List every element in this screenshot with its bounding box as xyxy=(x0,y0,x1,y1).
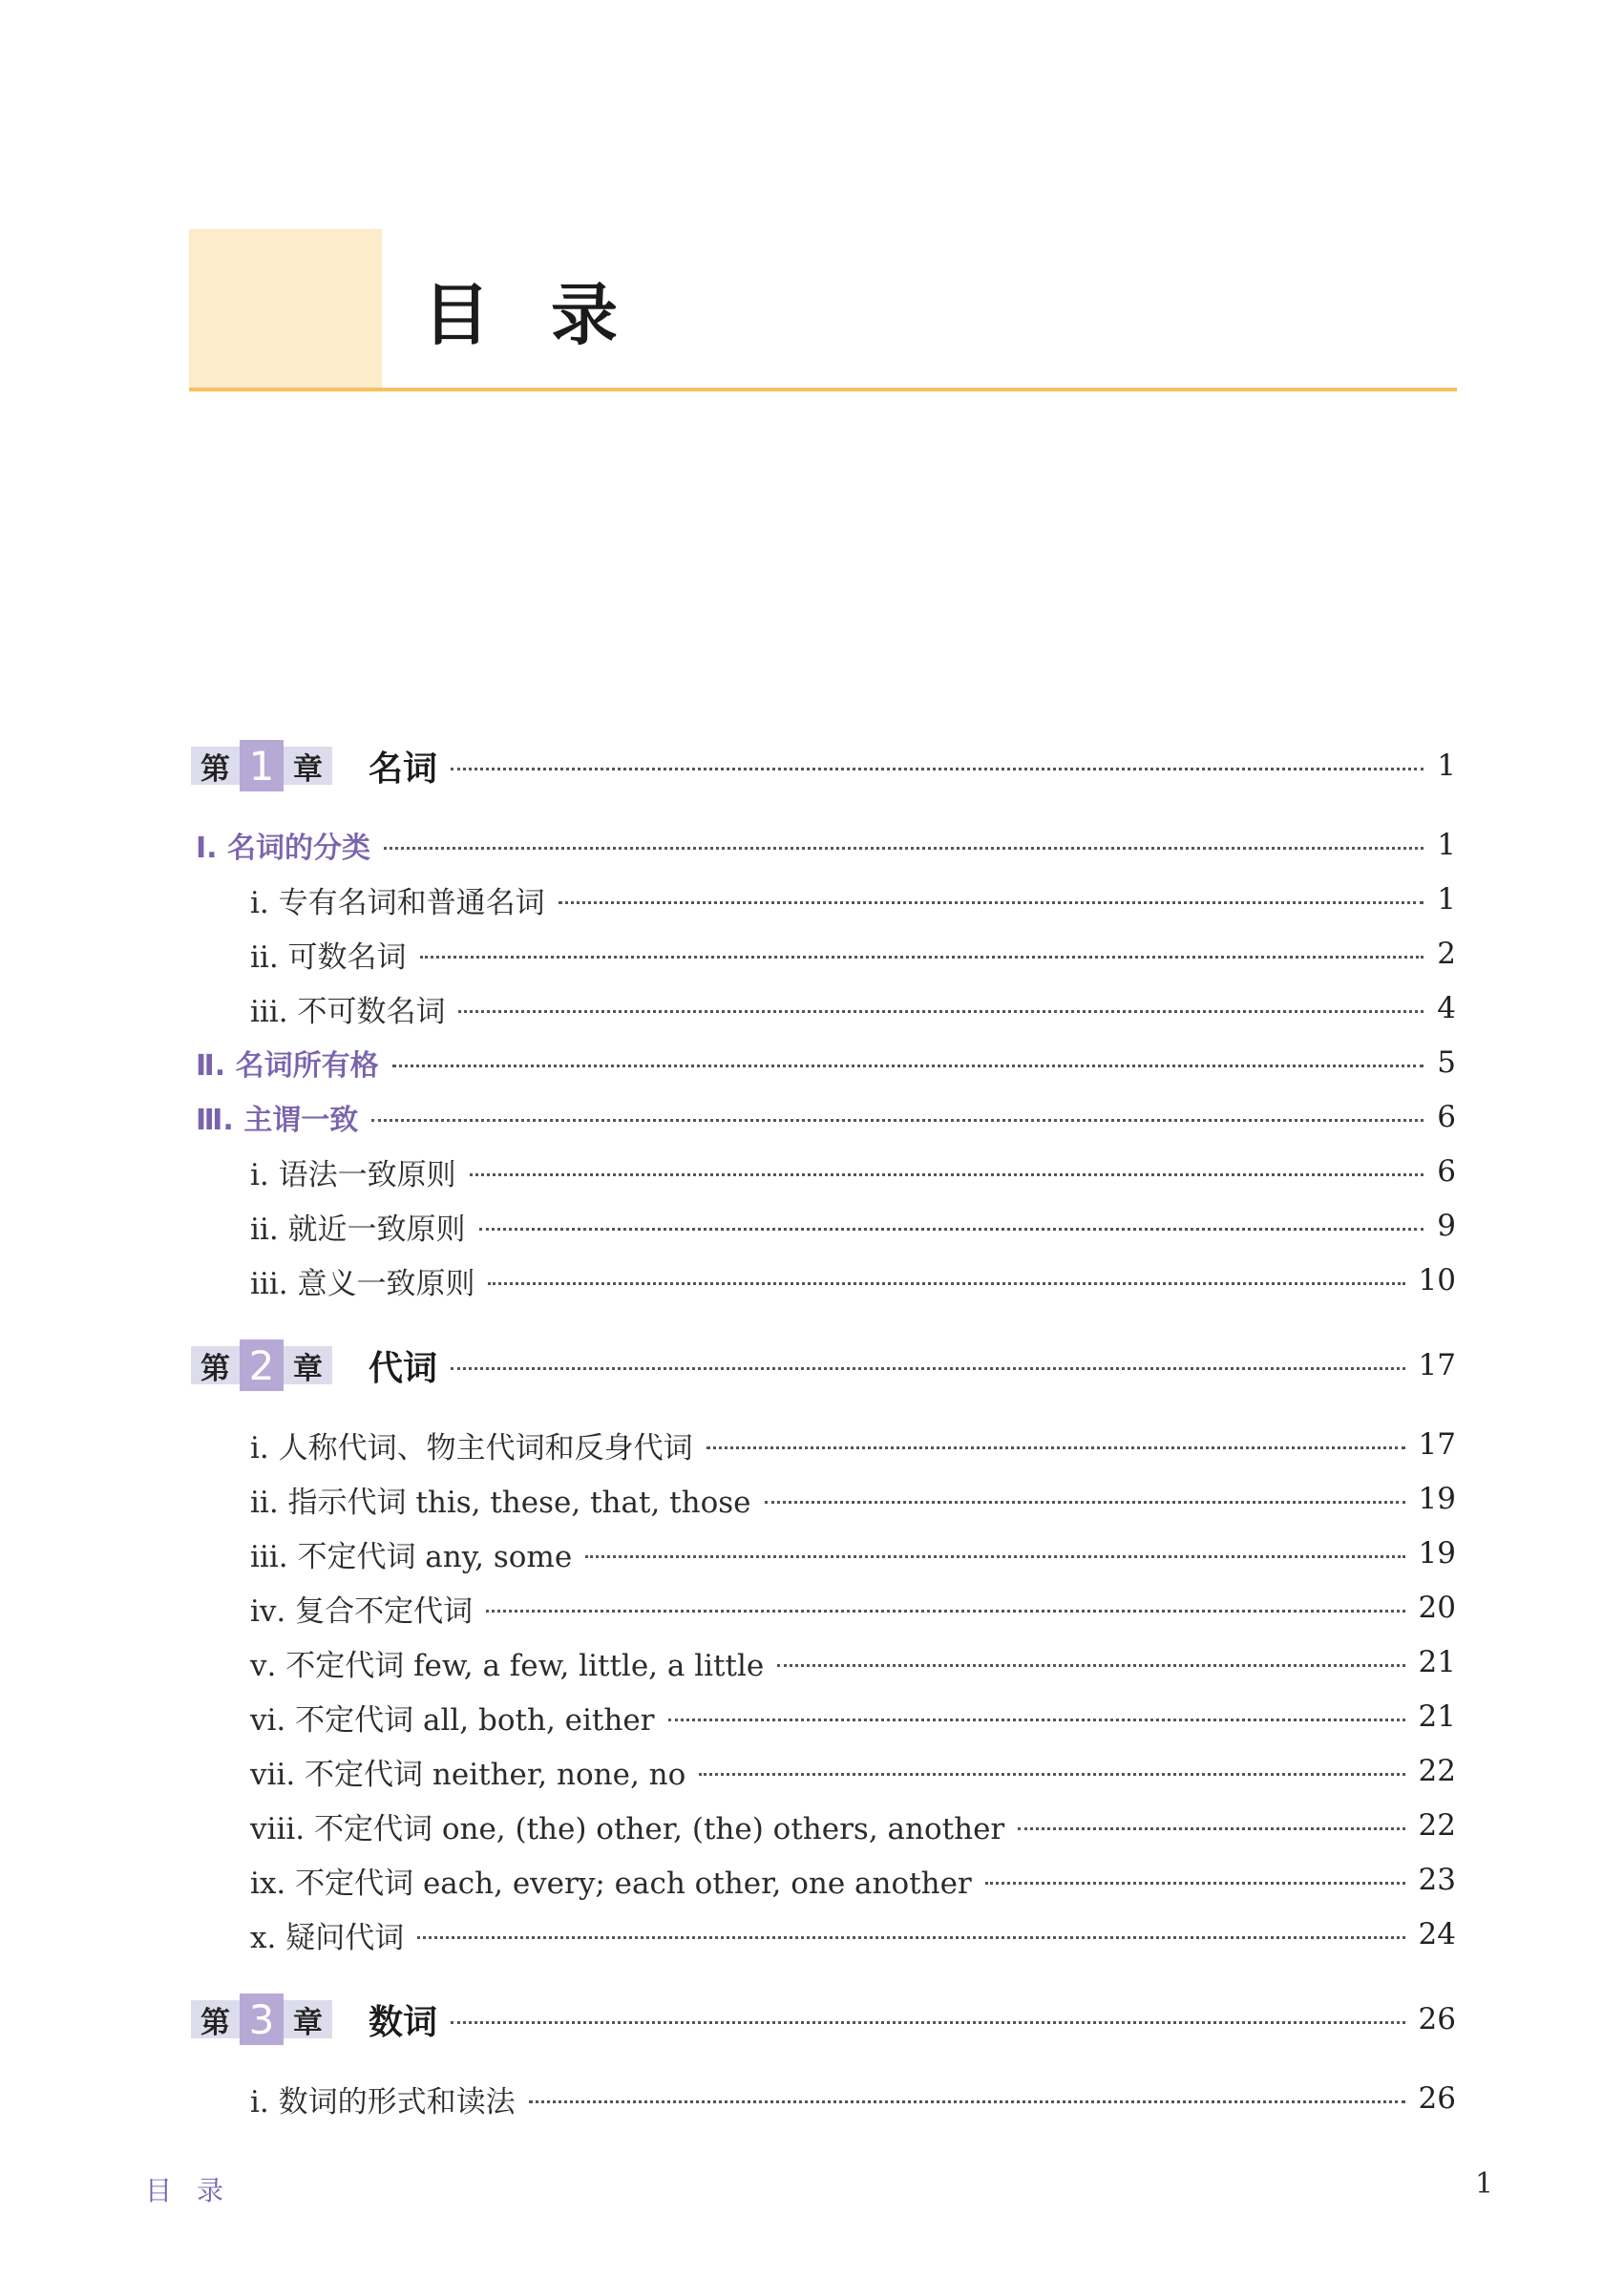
dot-leader xyxy=(470,1173,1424,1176)
page-number: 21 xyxy=(1418,1699,1456,1734)
toc-subsection[interactable] xyxy=(250,1205,1456,1247)
page-number: 5 xyxy=(1437,1045,1456,1080)
dot-leader xyxy=(559,901,1424,904)
dot-leader xyxy=(1018,1827,1404,1830)
chapter-prefix: 第 xyxy=(200,1351,230,1386)
toc-subsection[interactable] xyxy=(250,1478,1456,1520)
toc-subsection[interactable] xyxy=(250,1750,1456,1792)
toc-subsection[interactable] xyxy=(250,1587,1456,1629)
toc-subsection[interactable] xyxy=(250,1913,1456,1955)
toc-subsection[interactable] xyxy=(250,987,1456,1029)
chapter-suffix: 章 xyxy=(293,2005,323,2040)
page-number: 19 xyxy=(1418,1482,1456,1516)
dot-leader xyxy=(488,1282,1404,1285)
subsection-label: ⅶ. 不定代词 neither, none, no xyxy=(250,1757,686,1792)
chapter-badge xyxy=(191,1341,332,1389)
toc-subsection[interactable] xyxy=(250,1859,1456,1901)
page-number: 1 xyxy=(1437,828,1456,862)
dot-leader xyxy=(765,1501,1405,1504)
chapter-suffix: 章 xyxy=(293,1351,323,1386)
chapter-number: 1 xyxy=(240,740,284,791)
subsection-label: ⅰ. 专有名词和普通名词 xyxy=(250,885,545,920)
dot-leader xyxy=(458,1010,1424,1013)
dot-leader xyxy=(371,1119,1424,1122)
subsection-label: ⅰ. 语法一致原则 xyxy=(250,1157,456,1192)
title-underline xyxy=(189,388,1457,391)
subsection-label: ⅲ. 意义一致原则 xyxy=(250,1266,475,1301)
subsection-label: ⅳ. 复合不定代词 xyxy=(250,1593,474,1629)
toc-section[interactable] xyxy=(196,1096,1456,1138)
dot-leader xyxy=(486,1610,1404,1613)
dot-leader xyxy=(417,1936,1404,1939)
subsection-label: ⅱ. 指示代词 this, these, that, those xyxy=(250,1485,751,1520)
page-number: 24 xyxy=(1418,1917,1456,1951)
dot-leader xyxy=(668,1719,1405,1721)
page-number: 6 xyxy=(1437,1100,1456,1134)
subsection-label: ⅲ. 不可数名词 xyxy=(250,994,446,1029)
page-number: 22 xyxy=(1418,1808,1456,1843)
chapter-badge xyxy=(191,742,332,790)
chapter-suffix: 章 xyxy=(293,751,323,787)
dot-leader xyxy=(392,1065,1424,1067)
dot-leader xyxy=(529,2100,1405,2103)
chapter-title: 名词 xyxy=(369,749,438,789)
page-number: 21 xyxy=(1418,1645,1456,1679)
section-label: Ⅲ. 主谓一致 xyxy=(196,1104,359,1137)
toc-subsection[interactable] xyxy=(250,1424,1456,1466)
subsection-label: ⅹ. 疑问代词 xyxy=(250,1920,405,1955)
toc-chapter-3[interactable] xyxy=(191,1991,1456,2048)
chapter-prefix: 第 xyxy=(200,751,230,787)
chapter-number: 3 xyxy=(240,1993,284,2045)
page-number: 17 xyxy=(1418,1348,1456,1382)
page-number: 6 xyxy=(1437,1154,1456,1189)
toc-subsection[interactable] xyxy=(250,1150,1456,1192)
page-number: 1 xyxy=(1437,882,1456,917)
chapter-prefix: 第 xyxy=(200,2005,230,2040)
dot-leader xyxy=(707,1446,1405,1449)
page-number: 23 xyxy=(1418,1863,1456,1897)
subsection-label: ⅰ. 人称代词、物主代词和反身代词 xyxy=(250,1430,693,1466)
toc-subsection[interactable] xyxy=(250,1804,1456,1846)
toc-subsection[interactable] xyxy=(250,1532,1456,1574)
chapter-badge xyxy=(191,1995,332,2043)
subsection-label: ⅷ. 不定代词 one, (the) other, (the) others, another xyxy=(250,1811,1005,1846)
dot-leader xyxy=(451,1367,1405,1370)
page-title: 目录 xyxy=(423,276,679,354)
subsection-label: ⅸ. 不定代词 each, every; each other, one another xyxy=(250,1866,972,1901)
subsection-label: ⅴ. 不定代词 few, a few, little, a little xyxy=(250,1648,765,1683)
page-number: 26 xyxy=(1418,2081,1456,2116)
footer-section-label: 目录 xyxy=(145,2175,249,2206)
toc-chapter-2[interactable] xyxy=(191,1337,1456,1394)
title-accent-box xyxy=(189,229,382,388)
toc-subsection[interactable] xyxy=(250,2078,1456,2120)
dot-leader xyxy=(985,1882,1405,1885)
chapter-title: 代词 xyxy=(369,1348,438,1388)
subsection-label: ⅲ. 不定代词 any, some xyxy=(250,1539,573,1574)
dot-leader xyxy=(451,2021,1405,2024)
toc-section[interactable] xyxy=(196,824,1456,866)
toc-subsection[interactable] xyxy=(250,933,1456,975)
dot-leader xyxy=(777,1664,1404,1667)
toc-subsection[interactable] xyxy=(250,1641,1456,1683)
subsection-label: ⅰ. 数词的形式和读法 xyxy=(250,2084,516,2120)
page-number: 9 xyxy=(1437,1209,1456,1243)
title-block xyxy=(189,229,1457,391)
subsection-label: ⅱ. 就近一致原则 xyxy=(250,1212,466,1247)
page-number: 4 xyxy=(1437,991,1456,1025)
chapter-number: 2 xyxy=(240,1339,284,1391)
section-label: Ⅱ. 名词所有格 xyxy=(196,1049,379,1083)
page-number: 26 xyxy=(1418,2002,1456,2036)
dot-leader xyxy=(699,1773,1404,1776)
dot-leader xyxy=(420,956,1424,959)
footer-page-number: 1 xyxy=(1475,2167,1494,2201)
dot-leader xyxy=(451,768,1424,770)
chapter-title: 数词 xyxy=(369,2002,438,2042)
page-number: 1 xyxy=(1437,749,1456,783)
toc-subsection[interactable] xyxy=(250,1259,1456,1301)
dot-leader xyxy=(384,847,1424,850)
toc-chapter-1[interactable] xyxy=(191,737,1456,794)
page-number: 17 xyxy=(1418,1427,1456,1462)
page-number: 2 xyxy=(1437,937,1456,971)
page-number: 19 xyxy=(1418,1536,1456,1571)
toc-subsection[interactable] xyxy=(250,878,1456,920)
toc-section[interactable] xyxy=(196,1042,1456,1084)
toc-subsection[interactable] xyxy=(250,1696,1456,1738)
subsection-label: ⅵ. 不定代词 all, both, either xyxy=(250,1702,655,1738)
dot-leader xyxy=(585,1555,1404,1558)
page-number: 22 xyxy=(1418,1754,1456,1788)
section-label: Ⅰ. 名词的分类 xyxy=(196,832,371,865)
page-number: 10 xyxy=(1418,1263,1456,1297)
subsection-label: ⅱ. 可数名词 xyxy=(250,939,407,975)
page-number: 20 xyxy=(1418,1591,1456,1625)
dot-leader xyxy=(479,1228,1424,1231)
